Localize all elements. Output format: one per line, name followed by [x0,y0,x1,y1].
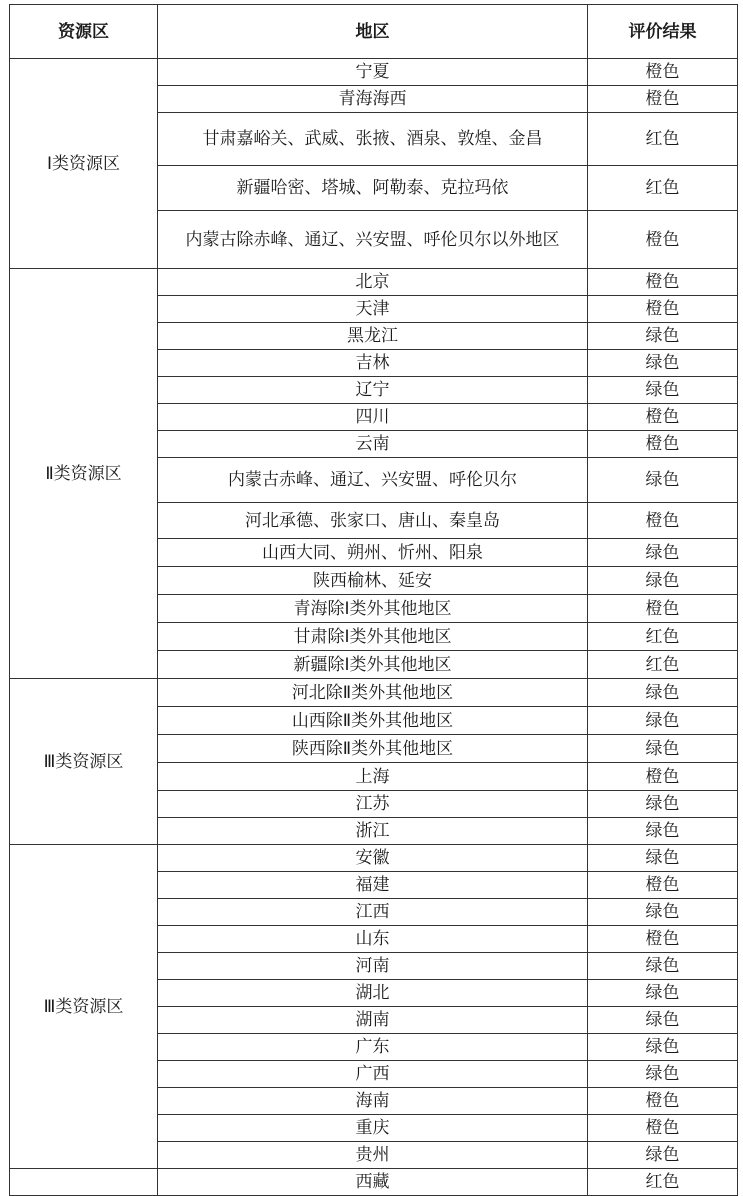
region-cell: 湖北 [158,980,588,1007]
result-cell: 橙色 [588,431,738,458]
region-cell: 宁夏 [158,59,588,86]
region-cell: 青海除Ⅰ类外其他地区 [158,595,588,623]
zone-cell [10,1169,158,1196]
region-cell: 海南 [158,1088,588,1115]
table-row [10,1169,738,1196]
region-cell: 浙江 [158,818,588,845]
region-cell: 安徽 [158,845,588,872]
region-cell: 河北承德、张家口、唐山、秦皇岛 [158,503,588,539]
table-row [10,59,738,86]
result-cell: 橙色 [588,1115,738,1142]
resource-evaluation-table [9,4,738,1196]
table-row [10,679,738,707]
region-cell: 辽宁 [158,377,588,404]
result-cell: 绿色 [588,953,738,980]
result-cell: 橙色 [588,595,738,623]
region-cell: 福建 [158,872,588,899]
region-cell: 广东 [158,1034,588,1061]
header-region: 地区 [158,5,588,59]
region-cell: 贵州 [158,1142,588,1169]
region-cell: 甘肃嘉峪关、武威、张掖、酒泉、敦煌、金昌 [158,113,588,166]
result-cell: 绿色 [588,350,738,377]
region-cell: 北京 [158,269,588,296]
result-cell: 红色 [588,113,738,166]
region-cell: 江苏 [158,791,588,818]
region-cell: 河南 [158,953,588,980]
result-cell: 红色 [588,623,738,651]
header-row [10,5,738,59]
region-cell: 吉林 [158,350,588,377]
region-cell: 陕西除Ⅱ类外其他地区 [158,735,588,763]
result-cell: 绿色 [588,458,738,503]
result-cell: 橙色 [588,211,738,269]
region-cell: 天津 [158,296,588,323]
region-cell: 西藏 [158,1169,588,1196]
result-cell: 橙色 [588,1088,738,1115]
result-cell: 绿色 [588,539,738,567]
result-cell: 绿色 [588,323,738,350]
result-cell: 绿色 [588,818,738,845]
region-cell: 湖南 [158,1007,588,1034]
result-cell: 绿色 [588,845,738,872]
result-cell: 橙色 [588,872,738,899]
region-cell: 江西 [158,899,588,926]
region-cell: 山西大同、朔州、忻州、阳泉 [158,539,588,567]
result-cell: 绿色 [588,899,738,926]
table-body [10,59,738,1196]
region-cell: 青海海西 [158,86,588,113]
result-cell: 绿色 [588,567,738,595]
result-cell: 绿色 [588,1061,738,1088]
result-cell: 橙色 [588,296,738,323]
region-cell: 新疆哈密、塔城、阿勒泰、克拉玛依 [158,166,588,211]
result-cell: 橙色 [588,86,738,113]
result-cell: 橙色 [588,763,738,791]
table-row [10,269,738,296]
result-cell: 橙色 [588,404,738,431]
region-cell: 甘肃除Ⅰ类外其他地区 [158,623,588,651]
region-cell: 重庆 [158,1115,588,1142]
region-cell: 黑龙江 [158,323,588,350]
table-row [10,845,738,872]
zone-cell: Ⅰ类资源区 [10,59,158,269]
region-cell: 山西除Ⅱ类外其他地区 [158,707,588,735]
result-cell: 绿色 [588,707,738,735]
header-result: 评价结果 [588,5,738,59]
result-cell: 绿色 [588,980,738,1007]
result-cell: 绿色 [588,1034,738,1061]
region-cell: 内蒙古赤峰、通辽、兴安盟、呼伦贝尔 [158,458,588,503]
region-cell: 内蒙古除赤峰、通辽、兴安盟、呼伦贝尔以外地区 [158,211,588,269]
result-cell: 橙色 [588,269,738,296]
result-cell: 橙色 [588,503,738,539]
region-cell: 上海 [158,763,588,791]
zone-cell: Ⅲ类资源区 [10,679,158,845]
region-cell: 四川 [158,404,588,431]
result-cell: 绿色 [588,679,738,707]
result-cell: 橙色 [588,926,738,953]
header-zone: 资源区 [10,5,158,59]
region-cell: 河北除Ⅱ类外其他地区 [158,679,588,707]
result-cell: 红色 [588,166,738,211]
zone-cell: Ⅲ类资源区 [10,845,158,1169]
result-cell: 绿色 [588,1007,738,1034]
region-cell: 陕西榆林、延安 [158,567,588,595]
result-cell: 红色 [588,1169,738,1196]
result-cell: 橙色 [588,59,738,86]
result-cell: 绿色 [588,735,738,763]
zone-cell: Ⅱ类资源区 [10,269,158,679]
result-cell: 绿色 [588,377,738,404]
result-cell: 绿色 [588,1142,738,1169]
region-cell: 山东 [158,926,588,953]
result-cell: 绿色 [588,791,738,818]
region-cell: 云南 [158,431,588,458]
region-cell: 新疆除Ⅰ类外其他地区 [158,651,588,679]
region-cell: 广西 [158,1061,588,1088]
result-cell: 红色 [588,651,738,679]
